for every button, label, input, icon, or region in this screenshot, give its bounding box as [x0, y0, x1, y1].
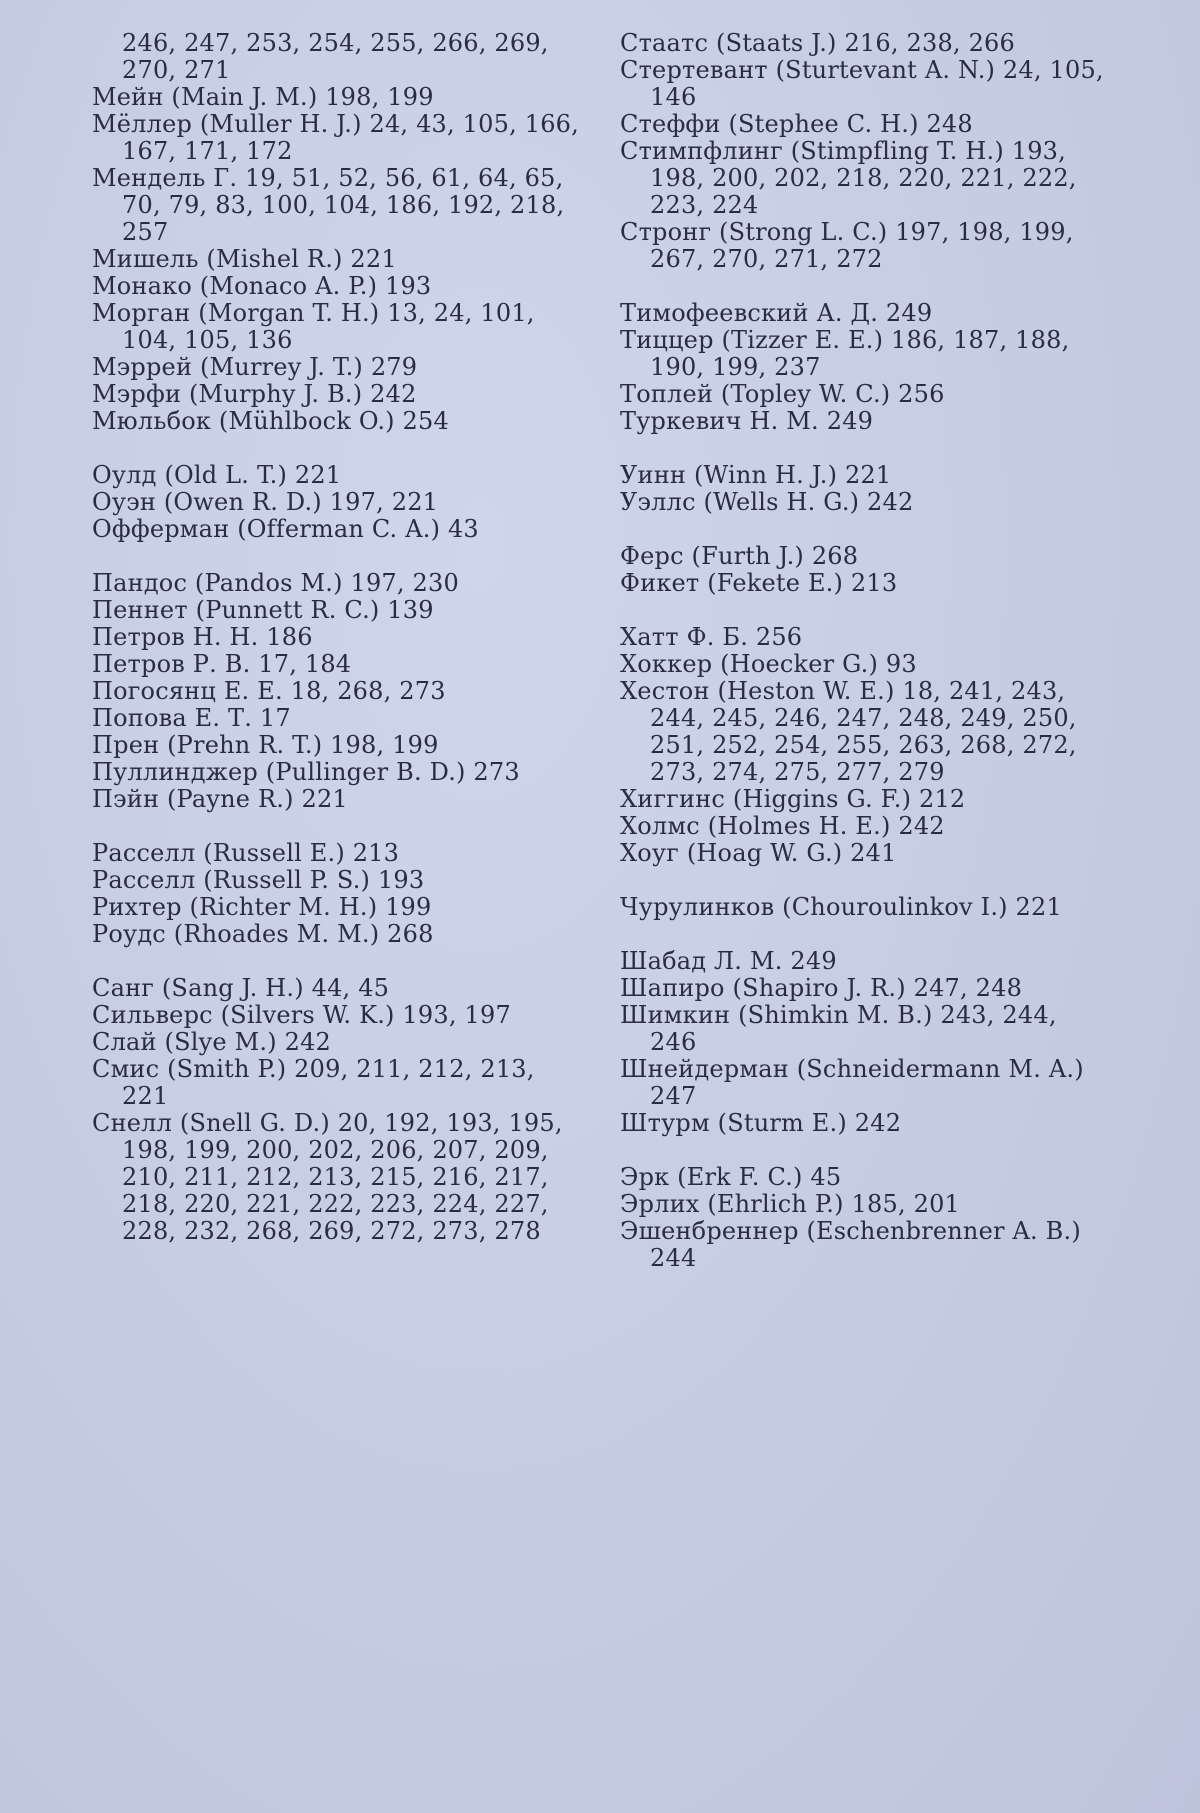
index-group: [620, 1164, 1110, 1272]
index-group: [620, 543, 1110, 597]
index-entry: Пэйн (Payne R.) 221: [92, 785, 348, 813]
index-entry: Смис (Smith P.) 209, 211, 212, 213, 221: [92, 1055, 535, 1110]
index-entry: Эрк (Erk F. C.) 45: [620, 1163, 842, 1191]
index-entry: Шапиро (Shapiro J. R.) 247, 248: [620, 974, 1023, 1002]
index-entry: Хатт Ф. Б. 256: [620, 623, 803, 651]
index-entry: Оуэн (Owen R. D.) 197, 221: [92, 488, 439, 516]
index-entry: Эрлих (Ehrlich P.) 185, 201: [620, 1190, 961, 1218]
index-entry: Пеннет (Punnett R. C.) 139: [92, 596, 434, 624]
index-entry: Тимофеевский А. Д. 249: [620, 299, 933, 327]
index-entry: Рихтер (Richter M. H.) 199: [92, 893, 432, 921]
index-group: [92, 840, 582, 948]
index-entry: Стимпфлинг (Stimpfling T. H.) 193, 198, 200, 202, 218, 220, 221, 222, 223, 224: [620, 137, 1077, 219]
index-entry: Эшенбреннер (Eschenbrenner A. B.) 244: [620, 1217, 1081, 1272]
index-entry: Хестон (Heston W. E.) 18, 241, 243, 244, 245, 246, 247, 248, 249, 250, 251, 252, 254, 255, 263, 268, 272, 273, 274, 275, 277, 279: [620, 677, 1077, 786]
index-entry: Стронг (Strong L. C.) 197, 198, 199, 267, 270, 271, 272: [620, 218, 1074, 273]
index-entry: Холмс (Holmes H. E.) 242: [620, 812, 945, 840]
index-entry: Расселл (Russell E.) 213: [92, 839, 400, 867]
index-entry: Петров Н. Н. 186: [92, 623, 313, 651]
index-group: [92, 975, 582, 1245]
index-group: [620, 462, 1110, 516]
index-group: [620, 30, 1110, 273]
index-group: [620, 894, 1110, 921]
index-entry: Штурм (Sturm E.) 242: [620, 1109, 902, 1137]
index-group: [92, 570, 582, 813]
index-entry: Погосянц Е. Е. 18, 268, 273: [92, 677, 446, 705]
index-entry: Расселл (Russell P. S.) 193: [92, 866, 425, 894]
index-entry: Петров Р. В. 17, 184: [92, 650, 352, 678]
index-entry: Уэллс (Wells H. G.) 242: [620, 488, 914, 516]
index-group: [620, 624, 1110, 867]
index-entry: Стертевант (Sturtevant A. N.) 24, 105, 146: [620, 56, 1104, 111]
index-entry: Чурулинков (Chouroulinkov I.) 221: [620, 893, 1062, 921]
index-entry: Санг (Sang J. H.) 44, 45: [92, 974, 390, 1002]
index-entry: Мейн (Main J. M.) 198, 199: [92, 83, 434, 111]
index-entry: Офферман (Offerman C. A.) 43: [92, 515, 479, 543]
index-entry: Шабад Л. М. 249: [620, 947, 837, 975]
index-entry: Слай (Slye M.) 242: [92, 1028, 332, 1056]
index-entry-continuation: 246, 247, 253, 254, 255, 266, 269, 270, 271: [122, 29, 549, 84]
index-entry: Снелл (Snell G. D.) 20, 192, 193, 195, 198, 199, 200, 202, 206, 207, 209, 210, 211, 212, 213, 215, 216, 217, 218, 220, 221, 222, 223, 224, 227, 228, 232, 268, 269, 272, 273, 278: [92, 1109, 563, 1245]
index-entry: Шимкин (Shimkin M. B.) 243, 244, 246: [620, 1001, 1057, 1056]
index-column-left: [92, 30, 582, 1272]
index-column-right: [620, 30, 1110, 1299]
index-entry: Шнейдерман (Schneidermann M. A.) 247: [620, 1055, 1084, 1110]
index-entry: Тиццер (Tizzer E. E.) 186, 187, 188, 190, 199, 237: [620, 326, 1070, 381]
index-entry: Мэррей (Murrey J. T.) 279: [92, 353, 418, 381]
index-entry: Роудс (Rhoades M. M.) 268: [92, 920, 434, 948]
index-entry: Хиггинс (Higgins G. F.) 212: [620, 785, 966, 813]
index-group: [92, 462, 582, 543]
index-group: [620, 948, 1110, 1137]
index-entry: Монако (Monaco A. P.) 193: [92, 272, 432, 300]
index-entry: Туркевич Н. М. 249: [620, 407, 874, 435]
index-entry: Ферс (Furth J.) 268: [620, 542, 859, 570]
index-entry: Морган (Morgan T. H.) 13, 24, 101, 104, 105, 136: [92, 299, 535, 354]
index-entry: Фикет (Fekete E.) 213: [620, 569, 898, 597]
index-entry: Прен (Prehn R. T.) 198, 199: [92, 731, 439, 759]
index-group: [620, 300, 1110, 435]
index-entry: Топлей (Topley W. C.) 256: [620, 380, 945, 408]
index-group: [92, 30, 582, 435]
index-entry: Хоуг (Hoag W. G.) 241: [620, 839, 897, 867]
index-entry: Мишель (Mishel R.) 221: [92, 245, 397, 273]
index-entry: Мендель Г. 19, 51, 52, 56, 61, 64, 65, 70, 79, 83, 100, 104, 186, 192, 218, 257: [92, 164, 565, 246]
index-entry: Сильверс (Silvers W. K.) 193, 197: [92, 1001, 511, 1029]
index-entry: Оулд (Old L. T.) 221: [92, 461, 342, 489]
index-entry: Мюльбок (Mühlbock O.) 254: [92, 407, 449, 435]
index-entry: Хоккер (Hoecker G.) 93: [620, 650, 917, 678]
index-entry: Попова Е. Т. 17: [92, 704, 291, 732]
index-entry: Пуллинджер (Pullinger B. D.) 273: [92, 758, 520, 786]
index-entry: Мёллер (Muller H. J.) 24, 43, 105, 166, 167, 171, 172: [92, 110, 579, 165]
index-entry: Стаатс (Staats J.) 216, 238, 266: [620, 29, 1015, 57]
index-entry: Пандос (Pandos M.) 197, 230: [92, 569, 459, 597]
index-entry: Мэрфи (Murphy J. B.) 242: [92, 380, 417, 408]
index-entry: Уинн (Winn H. J.) 221: [620, 461, 892, 489]
index-entry: Стеффи (Stephee C. H.) 248: [620, 110, 973, 138]
